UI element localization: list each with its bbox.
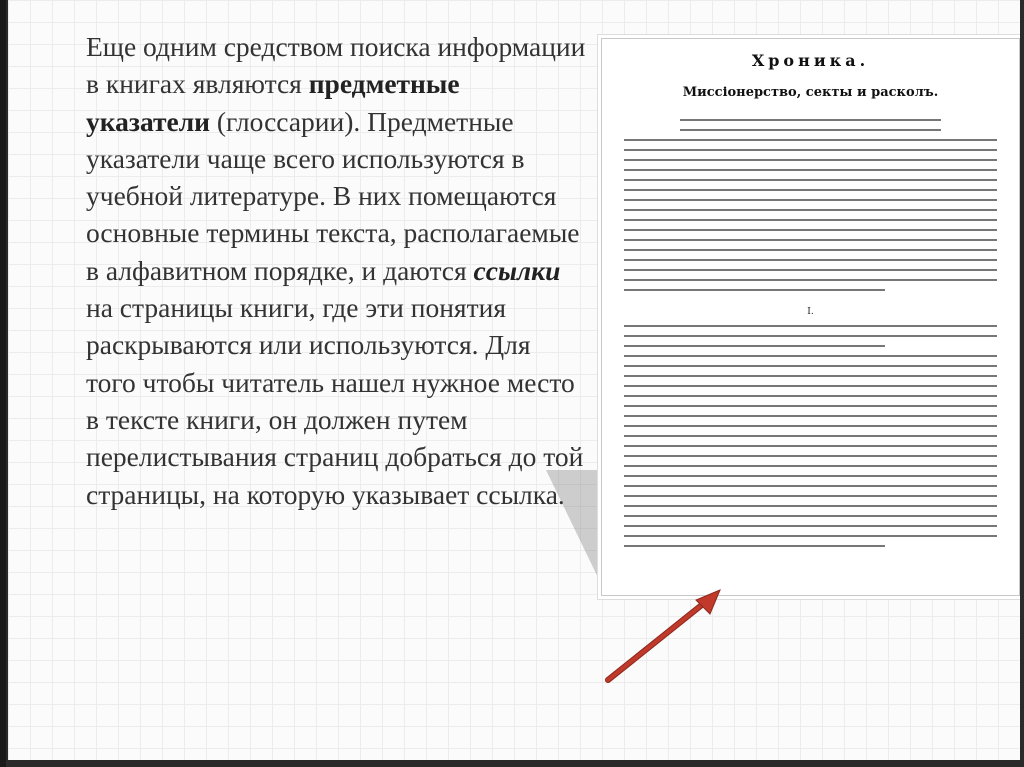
slide-left-edge	[0, 0, 6, 767]
text-line	[624, 139, 997, 141]
text-line	[624, 505, 997, 507]
text-line	[624, 159, 997, 161]
document-section-number: I.	[807, 307, 814, 317]
text-line	[624, 239, 997, 241]
scanned-document-image	[601, 38, 1020, 596]
text-line	[624, 425, 997, 427]
text-line	[624, 385, 997, 387]
text-line	[624, 229, 997, 231]
text-line	[624, 269, 997, 271]
text-line	[680, 119, 941, 121]
term-links: ссылки	[473, 254, 561, 286]
text-line	[624, 345, 885, 347]
text-line	[624, 465, 997, 467]
text-line	[624, 525, 997, 527]
document-text-block-2	[624, 325, 997, 555]
text-line	[624, 355, 997, 357]
text-line	[624, 169, 997, 171]
text-run-2: (глоссарии). Предметные указатели чаще всего используются в учебной литературе. В них помещаются основные термины текста, располагаемые в алфавитном порядке, и даются	[86, 105, 580, 286]
text-line	[624, 325, 997, 327]
text-line	[624, 495, 997, 497]
text-line	[624, 335, 997, 337]
document-text-block-1	[624, 119, 997, 299]
slide	[8, 0, 1020, 760]
text-line	[624, 365, 997, 367]
text-line	[624, 545, 885, 547]
text-run-1: Еще одним средством поиска информации в книгах являются	[86, 31, 586, 100]
text-line	[624, 199, 997, 201]
document-title: Хроника.	[751, 51, 870, 70]
text-line	[624, 415, 997, 417]
text-line	[624, 445, 997, 447]
text-line	[680, 129, 941, 131]
text-line	[624, 209, 997, 211]
text-line	[624, 179, 997, 181]
text-line	[624, 405, 997, 407]
text-line	[624, 375, 997, 377]
text-line	[624, 515, 997, 517]
term-subject-index: предметные указатели	[86, 68, 460, 137]
text-line	[624, 435, 997, 437]
text-line	[624, 279, 997, 281]
text-run-3: на страницы книги, где эти понятия раскрываются или используются. Для того чтобы читатель нашел нужное место в тексте книги, он должен путем перелистывания страниц добраться до той страницы, на которую указывает ссылка.	[86, 292, 584, 510]
text-line	[624, 535, 997, 537]
body-paragraph	[86, 28, 586, 513]
document-subtitle: Миссіонерство, секты и расколъ.	[682, 85, 939, 100]
text-line	[624, 455, 997, 457]
text-line	[624, 475, 997, 477]
pointer-arrow-icon	[602, 588, 732, 688]
text-line	[624, 289, 885, 291]
text-line	[624, 259, 997, 261]
text-line	[624, 189, 997, 191]
text-line	[624, 249, 997, 251]
text-line	[624, 149, 997, 151]
text-line	[624, 485, 997, 487]
text-line	[624, 219, 997, 221]
document-shadow	[546, 470, 604, 590]
text-line	[624, 395, 997, 397]
